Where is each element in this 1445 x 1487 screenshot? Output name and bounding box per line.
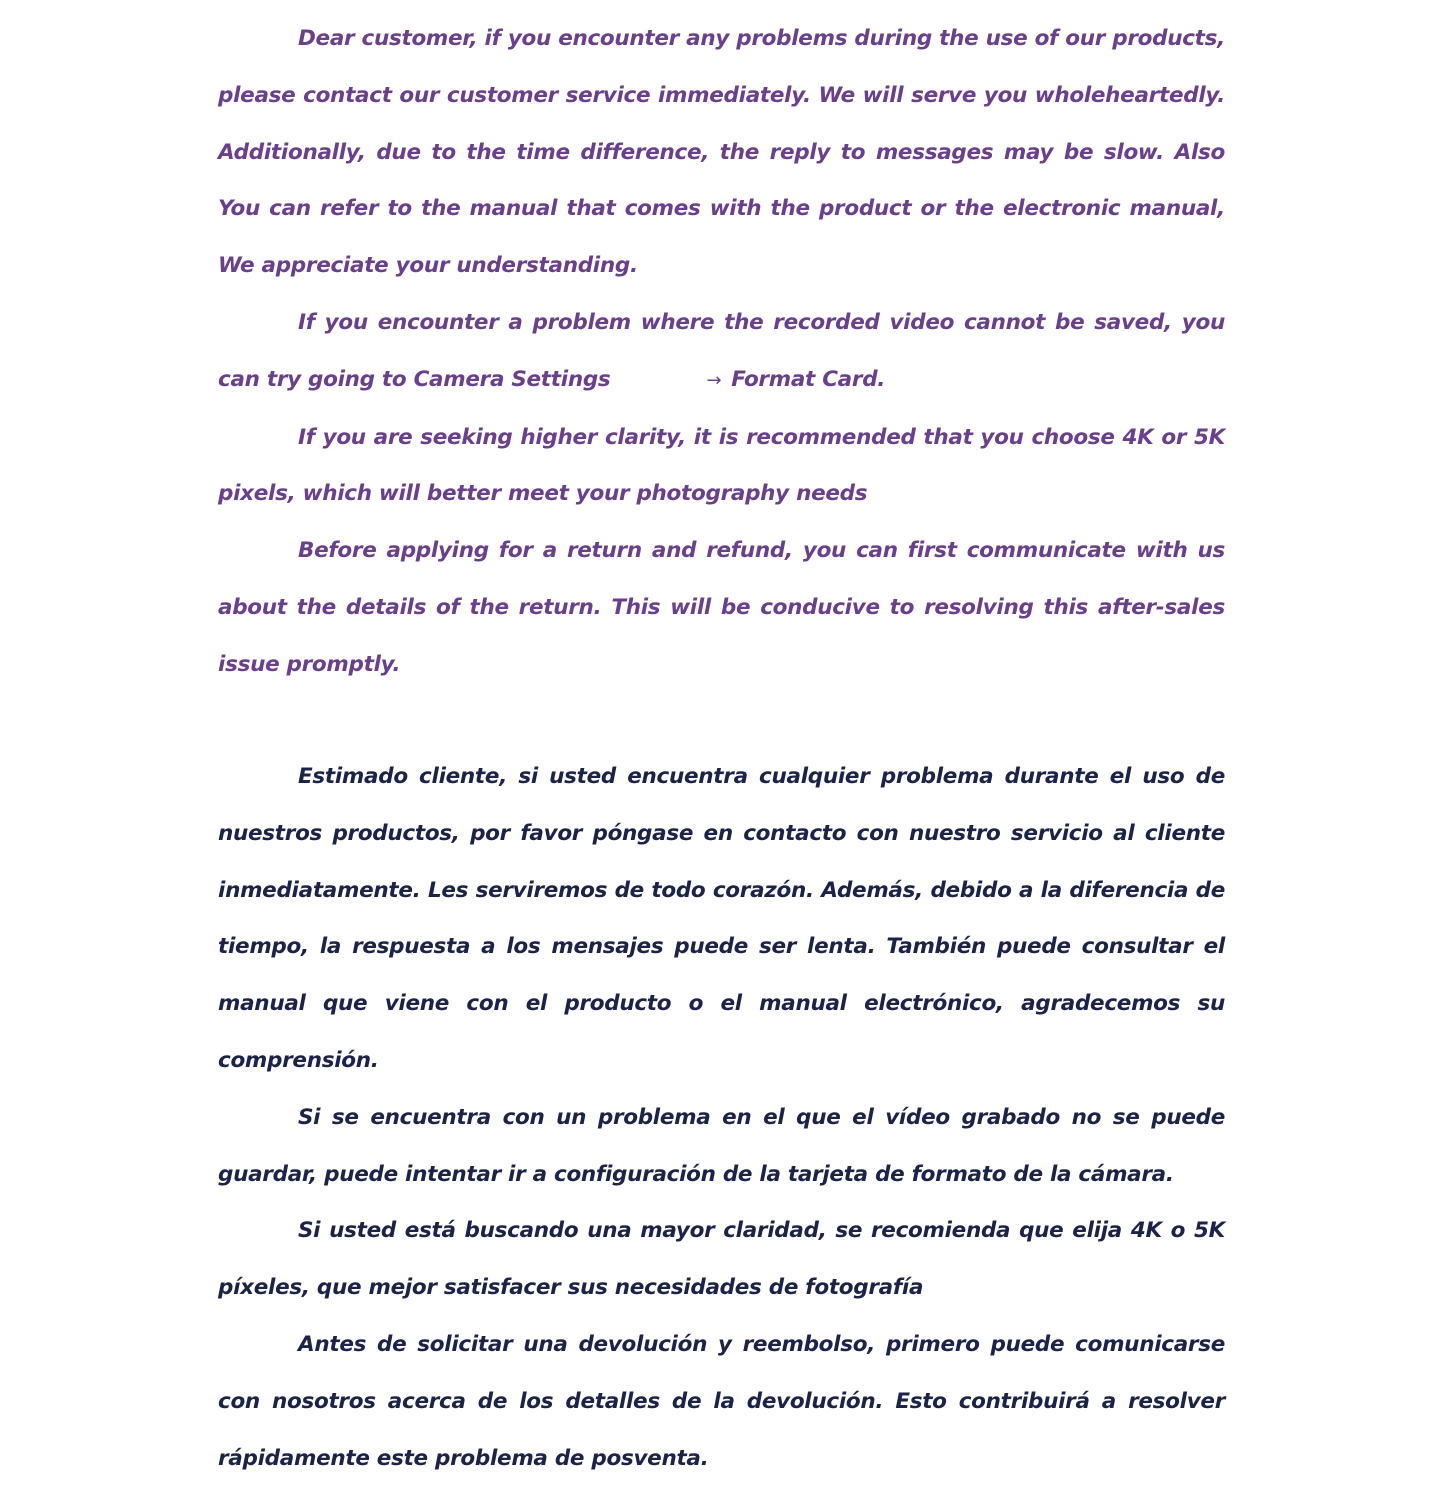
spanish-paragraph-clarity: Si usted está buscando una mayor claridad, se recomienda que elija 4K o 5K píxeles, que mejor satisfacer sus necesidades de fotografía [218,1218,1225,1301]
english-paragraph-video-save [218,295,1225,410]
spanish-paragraph-refund: Antes de solicitar una devolución y reembolso, primero puede comunicarse con nosotros acerca de los detalles de la devolución. Esto contribuirá a resolver rápidamente este problema de posventa. [218,1331,1225,1471]
spanish-section [218,749,1225,1487]
format-card-text: Format Card. [731,366,886,392]
spanish-paragraph-video-save: Si se encuentra con un problema en el que el vídeo grabado no se puede guardar, puede intentar ir a configuración de la tarjeta de formato de la cámara. [218,1104,1225,1187]
spanish-paragraph-contact: Estimado cliente, si usted encuentra cualquier problema durante el uso de nuestros productos, por favor póngase en contacto con nuestro servicio al cliente inmediatamente. Les serviremos de todo corazón. Además, debido a la diferencia de tiempo, la respuesta a los mensajes puede ser lenta. También puede consultar el manual que viene con el producto o el manual electrónico, agradecemos su comprensión. [218,764,1225,1073]
english-video-save-text: If you encounter a problem where the recorded video cannot be saved, you can try going to Camera Settings [218,309,1225,392]
arrow-right-icon: → [706,369,722,391]
english-paragraph-clarity: If you are seeking higher clarity, it is recommended that you choose 4K or 5K pixels, which will better meet your photography needs [218,424,1225,507]
english-section [218,11,1225,694]
english-paragraph-contact: Dear customer, if you encounter any problems during the use of our products, please contact our customer service immediately. We will serve you wholeheartedly. Additionally, due to the time difference, the reply to messages may be slow. Also You can refer to the manual that comes with the product or the electronic manual, We appreciate your understanding. [218,26,1225,279]
english-paragraph-refund: Before applying for a return and refund, you can first communicate with us about the details of the return. This will be conducive to resolving this after-sales issue promptly. [218,538,1225,677]
